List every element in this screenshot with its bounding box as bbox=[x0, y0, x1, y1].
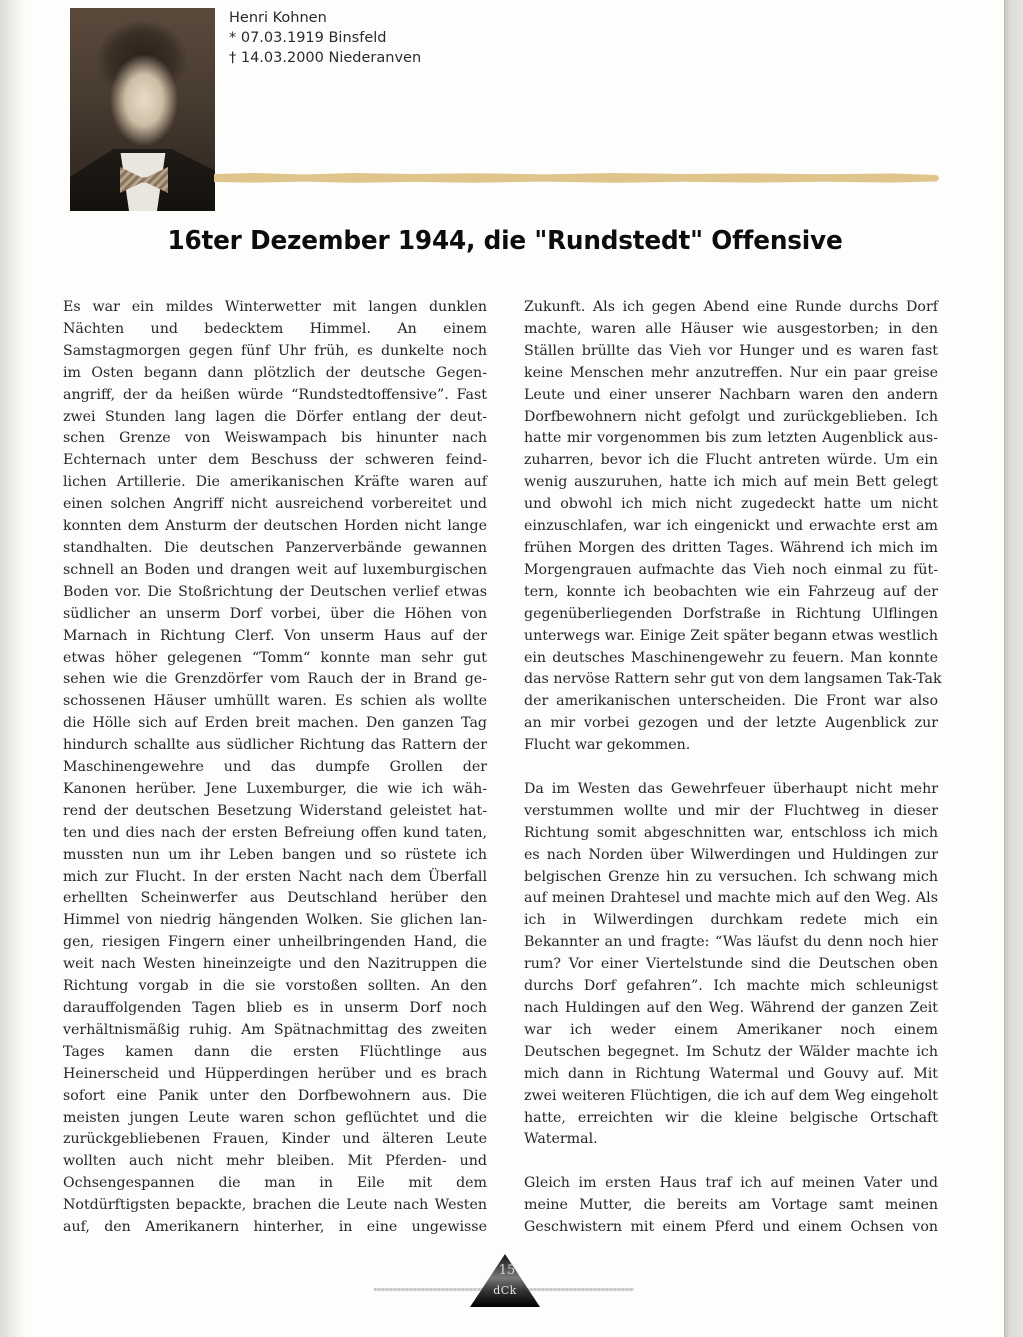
text-line: Marnach in Richtung Clerf. Von unserm Haus auf der bbox=[63, 627, 487, 644]
text-line: machte, waren alle Häuser wie ausgestorben; in den bbox=[524, 320, 938, 337]
text-line: Watermal. bbox=[524, 1131, 598, 1148]
article-title: 16ter Dezember 1944, die "Rundstedt" Offensive bbox=[167, 226, 843, 256]
text-line: ein deutsches Maschinengewehr zu feuern. Man konnte bbox=[524, 649, 938, 666]
text-line: Heinerscheid und Hüpperdingen herüber und es brach bbox=[63, 1065, 487, 1082]
text-line: Tages kamen dann die ersten Flüchtlinge aus bbox=[63, 1043, 487, 1060]
text-line: Nächten und bedecktem Himmel. An einem bbox=[63, 320, 487, 337]
text-line: frühen Morgen des dritten Tages. Während ich mich im bbox=[524, 539, 938, 556]
publication-mark: dCk bbox=[493, 1284, 517, 1297]
text-line: Echternach unter dem Beschuss der schweren feind- bbox=[63, 452, 487, 469]
text-line: hatte mir vorgenommen bis zum letzten Augenblick aus- bbox=[524, 430, 938, 447]
text-line: Kanonen herüber. Jene Luxemburger, die wie ich wäh- bbox=[63, 780, 487, 797]
text-line: verstummen wollte und mir der Fluchtweg in dieser bbox=[524, 802, 938, 819]
text-line: Notdürftigsten bepackte, brachen die Leute nach Westen bbox=[63, 1197, 487, 1214]
paragraph bbox=[524, 297, 942, 757]
text-line: meisten jungen Leute waren schon geflüchtet und die bbox=[63, 1109, 487, 1126]
text-line: durchs Dorf gefahren”. Ich machte mich schleunigst bbox=[524, 978, 938, 995]
text-line: unterwegs war. Einige Zeit später begann etwas westlich bbox=[524, 627, 938, 644]
paragraph bbox=[524, 1173, 938, 1239]
text-line: Dorfbewohnern nicht gefolgt und zurückgeblieben. Ich bbox=[524, 408, 938, 425]
text-line: Maschinengewehre und das dumpfe Grollen der bbox=[63, 759, 487, 776]
paragraph bbox=[63, 297, 487, 1239]
text-line: tern, konnte ich beobachten wie ein Fahrzeug auf der bbox=[524, 583, 938, 600]
text-line: Deutschen begegnet. Im Schutz der Wälder machte ich bbox=[524, 1043, 938, 1060]
text-line: es nach Norden über Wilwerdingen und Huldingen zur bbox=[524, 846, 938, 863]
body-column-left bbox=[63, 297, 487, 1261]
text-line: meine Mutter, die bereits am Vortage samt meinen bbox=[524, 1197, 938, 1214]
text-line: Leute und einer unserer Nachbarn waren den andern bbox=[524, 386, 938, 403]
body-column-right bbox=[524, 297, 942, 1261]
text-line: mich dann in Richtung Watermal und Gouvy auf. Mit bbox=[524, 1065, 938, 1082]
text-line: Samstagmorgen gegen fünf Uhr früh, es dunkelte noch bbox=[63, 342, 487, 359]
text-line: ten und dies nach der ersten Befreiung offen kund taten, bbox=[63, 824, 487, 841]
caption-death: † 14.03.2000 Niederanven bbox=[229, 50, 422, 66]
brush-stroke bbox=[214, 173, 939, 183]
text-line: zuharren, bevor ich die Flucht antreten würde. Um ein bbox=[524, 452, 938, 469]
text-line: Richtung somit abgeschnitten war, entschloss ich mich bbox=[524, 824, 938, 841]
text-line: Ochsengespannen die man in Eile mit dem bbox=[63, 1175, 487, 1192]
text-line: Ställen brüllte das Vieh vor Hunger und es waren fast bbox=[524, 342, 938, 359]
caption-birth: * 07.03.1919 Binsfeld bbox=[229, 30, 387, 46]
text-line: rum? Vor einer Viertelstunde sind die Deutschen oben bbox=[524, 956, 938, 973]
text-line: erhellten Scheinwerfer aus Deutschland herüber den bbox=[63, 890, 487, 907]
page-edge bbox=[1004, 0, 1023, 1337]
text-line: konnten dem Ansturm der deutschen Horden nicht lange bbox=[63, 518, 487, 535]
page-gutter-shadow bbox=[0, 0, 26, 1337]
text-line: schossenen Häuser umhüllt waren. Es schien als wollte bbox=[63, 693, 487, 710]
text-line: darauffolgenden Tagen blieb es in unserm Dorf noch bbox=[63, 1000, 487, 1016]
text-line: das nervöse Rattern sehr gut von dem langsamen Tak-Tak bbox=[524, 671, 942, 688]
text-line: an mir vorbei gezogen und der letzte Augenblick zur bbox=[524, 715, 938, 732]
text-line: belgischen Grenze hin zu versuchen. Ich schwang mich bbox=[524, 868, 938, 885]
text-line: ich in Wilwerdingen durchkam redete mich ein bbox=[524, 912, 938, 929]
text-line: Himmel von niedrig hängenden Wolken. Sie glichen lan- bbox=[63, 912, 487, 929]
text-line: keine Menschen mehr anzutreffen. Nur ein paar greise bbox=[524, 364, 938, 381]
text-line: Zukunft. Als ich gegen Abend eine Runde durchs Dorf bbox=[524, 299, 938, 315]
text-line: war ich weder einem Amerikaner noch einem bbox=[524, 1021, 938, 1038]
page-number-triangle-icon bbox=[469, 1253, 541, 1308]
text-line: auf meinen Drahtesel und machte mich auf den Weg. Als bbox=[524, 890, 938, 907]
text-line: auf, den Amerikanern hinterher, in eine ungewisse bbox=[63, 1219, 487, 1236]
text-line: Geschwistern mit einem Pferd und einem Ochsen von bbox=[524, 1219, 938, 1236]
text-line: hatte, erreichten wir die kleine belgische Ortschaft bbox=[524, 1109, 938, 1126]
text-line: zurückgebliebenen Frauen, Kinder und älteren Leute bbox=[63, 1131, 487, 1148]
portrait-caption bbox=[229, 8, 421, 68]
text-line: gen, riesigen Fingern einer unheilbringenden Hand, die bbox=[63, 934, 487, 951]
text-line: zwei Stunden lang lagen die Dörfer entlang der deut- bbox=[63, 408, 487, 425]
text-line: angriff, der da heißen würde “Rundstedtoffensive”. Fast bbox=[63, 386, 487, 403]
text-line: Boden vor. Die Stoßrichtung der Deutschen verlief etwas bbox=[63, 583, 487, 600]
text-line: lichen Artillerie. Die amerikanischen Kräfte waren auf bbox=[63, 474, 487, 491]
text-line: sehen wie die Grenzdörfer vom Rauch der in Brand ge- bbox=[63, 671, 487, 688]
text-line: Da im Westen das Gewehrfeuer überhaupt nicht mehr bbox=[524, 780, 938, 797]
text-line: hindurch schallte aus südlicher Richtung das Rattern der bbox=[63, 737, 487, 754]
caption-name: Henri Kohnen bbox=[229, 10, 327, 26]
text-line: Morgengrauen aufmachte das Vieh noch einmal zu füt- bbox=[524, 561, 938, 578]
text-line: rend der deutschen Besetzung Widerstand geleistet hat- bbox=[63, 802, 487, 819]
text-line: im Osten begann dann plötzlich der deutsche Gegen- bbox=[63, 364, 487, 381]
text-line: gegenüberliegenden Dorfstraße in Richtung Ulflingen bbox=[524, 605, 938, 622]
text-line: weit nach Westen hineinzeigte und den Nazitruppen die bbox=[63, 956, 487, 973]
text-line: verhältnismäßig ruhig. Am Spätnachmittag des zweiten bbox=[63, 1021, 487, 1038]
text-line: etwas höher gelegenen “Tomm“ konnte man sehr gut bbox=[63, 649, 487, 666]
text-line: wollten auch nicht mehr bleiben. Mit Pferden- und bbox=[63, 1153, 487, 1170]
text-line: Es war ein mildes Winterwetter mit langen dunklen bbox=[63, 299, 487, 315]
text-line: einen solchen Angriff nicht ausreichend vorbereitet und bbox=[63, 496, 487, 513]
text-line: wenig auszuruhen, hatte ich mich auf mein Bett gelegt bbox=[524, 474, 938, 491]
text-line: einzuschlafen, war ich eingenickt und erwachte erst am bbox=[524, 518, 938, 535]
page-number: 15 bbox=[498, 1263, 516, 1278]
text-line: der amerikanischen unterscheiden. Die Front war also bbox=[524, 693, 938, 710]
text-line: mich zur Flucht. In der ersten Nacht nach dem Überfall bbox=[63, 868, 487, 885]
text-line: die Hölle sich auf Erden breit machen. Den ganzen Tag bbox=[63, 715, 487, 732]
text-line: schen Grenze von Weiswampach bis hinunter nach bbox=[63, 430, 487, 447]
text-line: Flucht war gekommen. bbox=[524, 737, 691, 754]
portrait-photo bbox=[70, 8, 215, 211]
text-line: standhalten. Die deutschen Panzerverbände gewannen bbox=[63, 539, 487, 556]
text-line: und obwohl ich mich nicht zugedeckt hatte um nicht bbox=[524, 496, 938, 513]
text-line: Bekannter an und fragte: “Was läufst du denn noch hier bbox=[524, 934, 938, 951]
text-line: sofort eine Panik unter den Dorfbewohnern aus. Die bbox=[63, 1087, 487, 1104]
text-line: schnell an Boden und drangen weit auf luxemburgischen bbox=[63, 561, 487, 578]
brush-stroke-divider bbox=[214, 171, 942, 185]
text-line: Richtung vorgab in die sie vorstoßen sollten. An den bbox=[63, 978, 487, 995]
paragraph bbox=[524, 779, 938, 1151]
text-line: zwei weiteren Flüchtigen, die ich auf dem Weg eingeholt bbox=[524, 1087, 938, 1104]
text-line: mussten nun um ihr Leben bangen und so rüstete ich bbox=[63, 846, 487, 863]
text-line: nach Huldingen auf den Weg. Während der ganzen Zeit bbox=[524, 999, 938, 1016]
text-line: südlicher an unserm Dorf vorbei, über die Höhen von bbox=[63, 605, 487, 622]
text-line: Gleich im ersten Haus traf ich auf meinen Vater und bbox=[524, 1175, 938, 1192]
